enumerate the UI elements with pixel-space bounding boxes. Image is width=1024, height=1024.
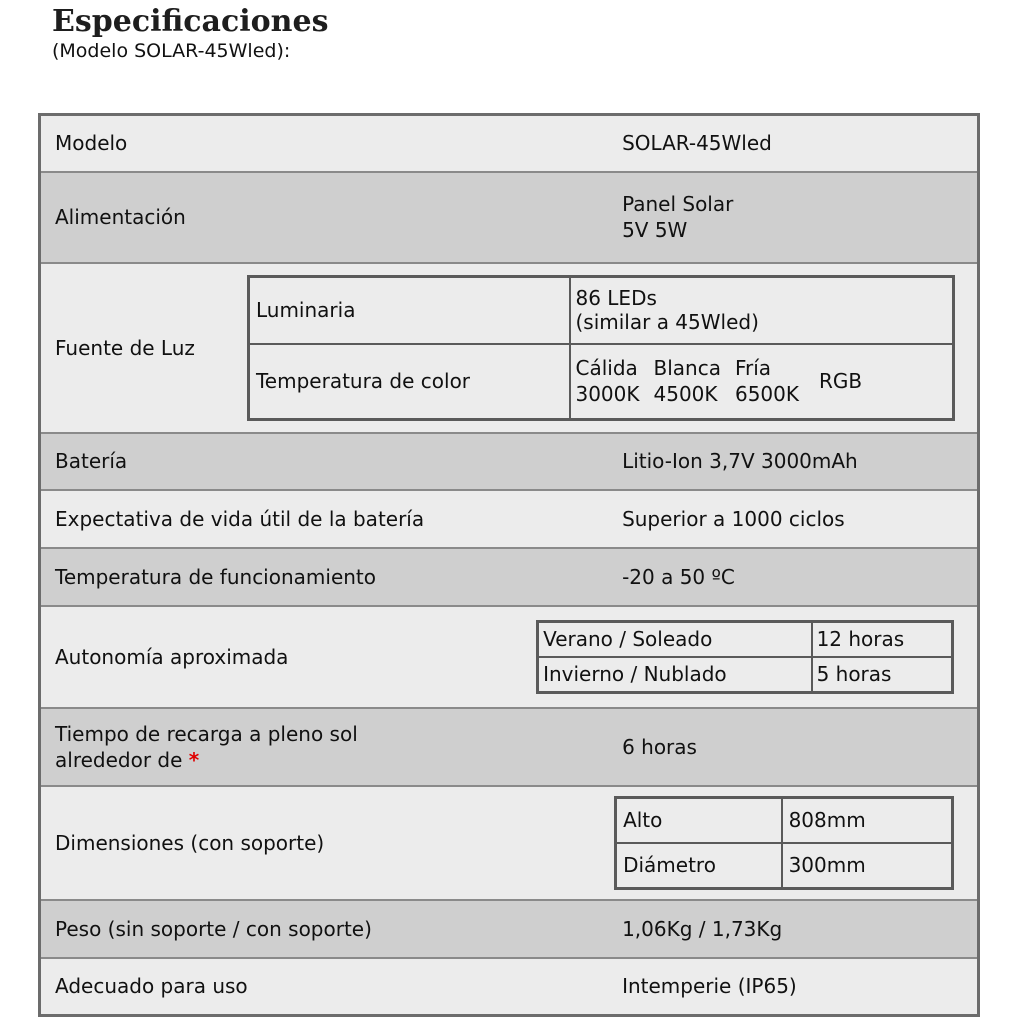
subrow-diametro [616,843,953,889]
sub-value [570,276,953,344]
subrow-invierno [538,657,953,693]
row-dimensiones [40,786,979,900]
dimensiones-subtable [614,796,954,890]
row-uso [40,958,979,1016]
subrow-verano [538,621,953,657]
row-label: Modelo [40,115,609,172]
row-peso [40,900,979,958]
row-value: 1,06Kg / 1,73Kg [608,900,978,958]
sub-label: Alto [616,797,782,843]
row-value: Intemperie (IP65) [608,958,978,1016]
sub-value [570,344,953,419]
dimensiones-cell [608,786,978,900]
color-temp-calida [575,355,639,407]
row-temperatura [40,548,979,606]
row-label: Adecuado para uso [40,958,609,1016]
row-label: Dimensiones (con soporte) [40,786,609,900]
asterisk-icon: * [188,747,200,772]
temp-name: Cálida [575,356,638,381]
sub-value: 12 horas [812,621,953,657]
row-value: 6 horas [608,708,978,786]
sub-value: 5 horas [812,657,953,693]
row-value: SOLAR-45Wled [608,115,978,172]
autonomia-subtable [536,620,954,694]
value-line: (similar a 45Wled) [575,310,759,335]
fuente-cell [247,263,979,433]
temp-value: 3000K [575,382,640,407]
value-line: 5V 5W [622,218,688,242]
fuente-subtable [247,275,955,421]
row-label: Alimentación [40,172,609,263]
row-autonomia [40,606,979,708]
value-line: 86 LEDs [575,286,657,311]
sub-label: Temperatura de color [248,344,570,419]
sub-label: Verano / Soleado [538,621,812,657]
row-label: Fuente de Luz [40,263,247,433]
label-line: Tiempo de recarga a pleno sol [55,721,358,746]
sub-label: Luminaria [248,276,570,344]
subrow-temperatura-color [248,344,953,419]
row-alimentacion [40,172,979,263]
row-vida-util [40,490,979,548]
color-temp-blanca [654,355,721,407]
row-value [608,172,978,263]
page-subtitle: (Modelo SOLAR-45Wled): [52,40,291,62]
temp-value: 6500K [734,382,799,407]
sub-label: Invierno / Nublado [538,657,812,693]
row-value: Litio-Ion 3,7V 3000mAh [608,433,978,490]
temp-value: 4500K [653,382,718,407]
label-line: alrededor de [55,747,183,772]
color-temp-rgb: RGB [818,369,863,394]
row-label: Autonomía aproximada [40,606,609,708]
page-title: Especificaciones [52,4,329,39]
sub-label: Diámetro [616,843,782,889]
sub-value: 300mm [782,843,953,889]
row-label: Temperatura de funcionamiento [40,548,609,606]
color-temp-fria [735,355,799,407]
row-modelo [40,115,979,172]
row-label: Batería [40,433,609,490]
row-value: -20 a 50 ºC [608,548,978,606]
subrow-alto [616,797,953,843]
row-fuente-luz [40,263,979,433]
row-value: Superior a 1000 ciclos [608,490,978,548]
row-label [40,708,609,786]
temp-name: Fría [734,356,772,381]
spec-table [38,113,980,1017]
row-recarga [40,708,979,786]
row-bateria [40,433,979,490]
value-line: Panel Solar [622,192,734,216]
row-label: Peso (sin soporte / con soporte) [40,900,609,958]
row-label: Expectativa de vida útil de la batería [40,490,609,548]
sub-value: 808mm [782,797,953,843]
autonomia-cell [543,606,978,708]
subrow-luminaria [248,276,953,344]
temp-name: Blanca [653,356,721,381]
